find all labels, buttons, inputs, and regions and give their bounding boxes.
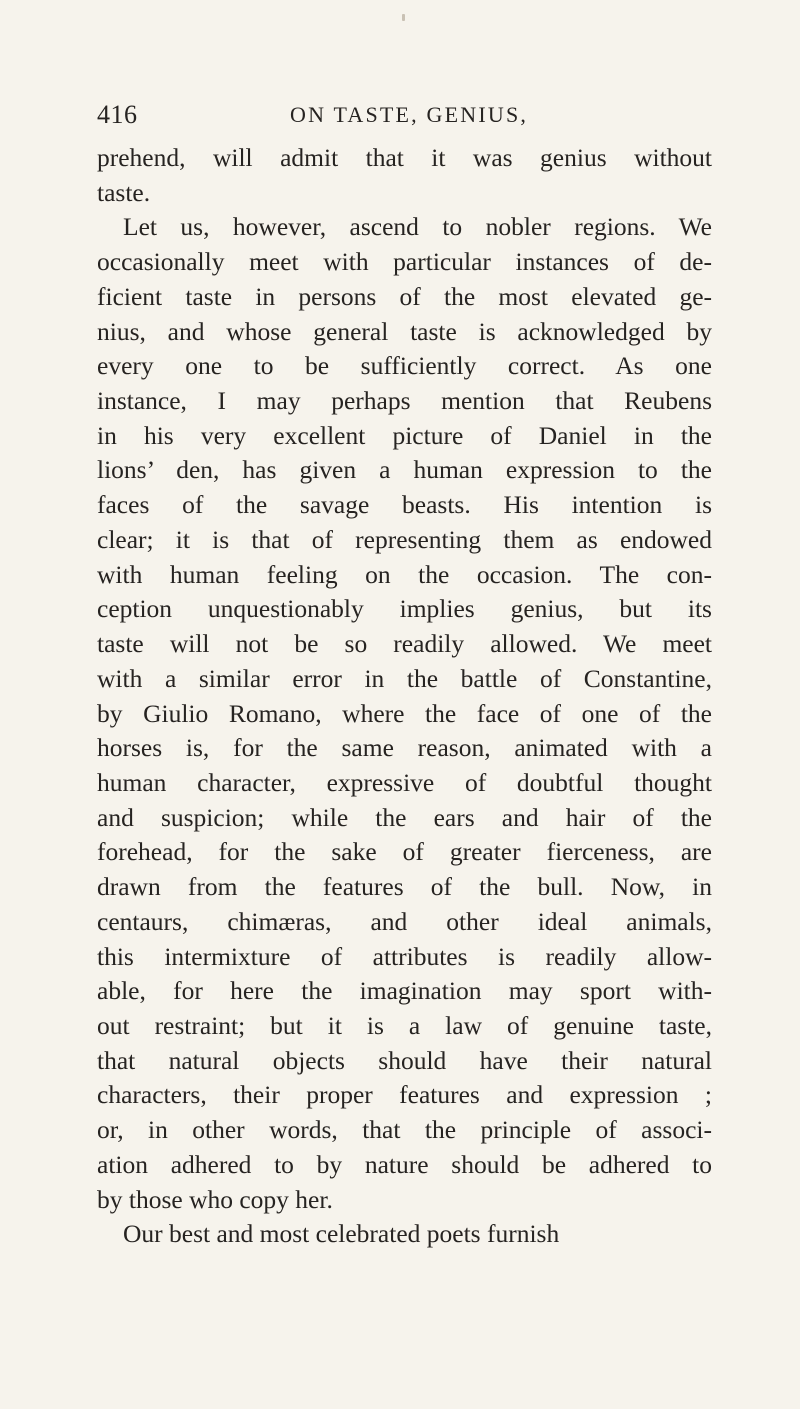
- text-line: taste.: [97, 177, 151, 207]
- text-line: clear; it is that of representing them as endowed: [97, 524, 712, 554]
- text-line: horses is, for the same reason, animated with a: [97, 733, 712, 763]
- text-line: ficient taste in persons of the most elevated ge-: [97, 281, 712, 311]
- text-line: by those who copy her.: [97, 1184, 333, 1214]
- text-line: prehend, will admit that it was genius without: [97, 143, 712, 172]
- page-number: 416: [97, 100, 138, 129]
- text-line: this intermixture of attributes is readily allow-: [97, 941, 712, 971]
- text-line: centaurs, chimæras, and other ideal animals,: [97, 906, 712, 936]
- text-line: ception unquestionably implies genius, but its: [97, 594, 712, 624]
- text-line: characters, their proper features and expression ;: [97, 1080, 712, 1110]
- text-line: ation adhered to by nature should be adhered to: [97, 1149, 712, 1179]
- text-line: forehead, for the sake of greater fierceness, are: [97, 837, 712, 867]
- text-line: Our best and most celebrated poets furnish: [123, 1219, 560, 1249]
- text-line: and suspicion; while the ears and hair of the: [97, 802, 712, 832]
- paper-speck: [402, 14, 405, 21]
- text-line: taste will not be so readily allowed. We meet: [97, 629, 712, 659]
- text-line: able, for here the imagination may sport with-: [97, 976, 712, 1006]
- text-line: instance, I may perhaps mention that Reubens: [97, 386, 712, 416]
- text-line: or, in other words, that the principle of associ-: [97, 1115, 712, 1145]
- text-line: with human feeling on the occasion. The con-: [97, 559, 712, 589]
- body-text: [97, 141, 712, 1252]
- running-head: ON TASTE, GENIUS,: [290, 102, 529, 127]
- text-line: nius, and whose general taste is acknowledged by: [97, 316, 712, 346]
- text-line: by Giulio Romano, where the face of one of the: [97, 698, 712, 728]
- text-line: Let us, however, ascend to nobler regions. We: [123, 212, 712, 242]
- text-line: human character, expressive of doubtful thought: [97, 767, 712, 797]
- text-line: in his very excellent picture of Daniel in the: [97, 420, 712, 450]
- text-line: faces of the savage beasts. His intention is: [97, 490, 712, 520]
- text-line: lions’ den, has given a human expression to the: [97, 455, 712, 485]
- text-line: out restraint; but it is a law of genuine taste,: [97, 1010, 712, 1040]
- text-line: that natural objects should have their natural: [97, 1045, 712, 1075]
- text-line: with a similar error in the battle of Constantine,: [97, 663, 712, 693]
- text-line: drawn from the features of the bull. Now, in: [97, 872, 712, 902]
- text-line: every one to be sufficiently correct. As one: [97, 351, 712, 381]
- text-line: occasionally meet with particular instances of de-: [97, 247, 712, 277]
